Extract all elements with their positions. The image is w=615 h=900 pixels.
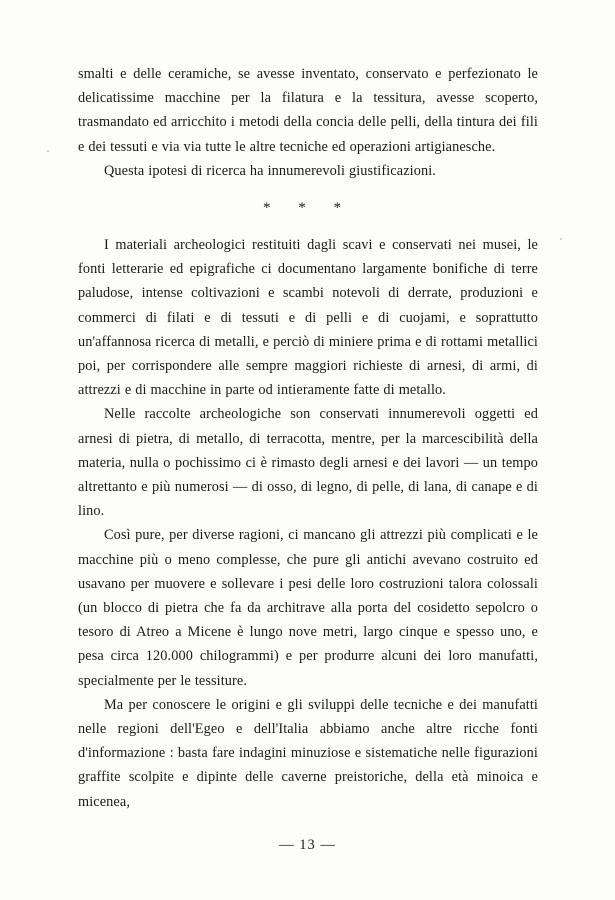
paragraph: Questa ipotesi di ricerca ha innumerevoli giustificazioni. bbox=[104, 162, 436, 179]
paragraph: Nelle raccolte archeologiche son conservati innumerevoli oggetti ed arnesi di pietra, di metallo, di terracotta, mentre, per la marcescibilità della materia, nulla o pochissimo ci è rimasto degli arnesi e dei lavori — un tempo altrettanto e più numerosi — di osso, di legno, di pelle, di lana, di canape e di lino. bbox=[78, 406, 538, 520]
section-divider: * * * bbox=[263, 200, 353, 217]
body-text-column bbox=[78, 62, 538, 814]
paragraph: Così pure, per diverse ragioni, ci mancano gli attrezzi più complicati e le macchine più o meno complesse, che pure gli antichi avevano costruito ed usavano per muovere e sollevare i pesi delle loro costruzioni talora colossali (un blocco di pietra che fa da architrave alla porta del cosidetto sepolcro o tesoro di Atreo a Micene è lungo nove metri, largo cinque e spesso uno, e pesa circa 120.000 chilogrammi) e per produrre alcuni dei loro manufatti, specialmente per le tessiture. bbox=[78, 527, 538, 689]
paragraph: smalti e delle ceramiche, se avesse inventato, conservato e perfezionato le delicatissime macchine per la filatura e la tessitura, avesse scoperto, trasmandato ed arricchito i metodi della concia delle pelli, della tintura dei fili e dei tessuti e via via tutte le altre tecniche ed operazioni artigianesche. bbox=[78, 66, 538, 155]
page-number: — 13 — bbox=[279, 837, 336, 853]
paper-speck bbox=[47, 150, 49, 152]
paragraph: Ma per conoscere le origini e gli sviluppi delle tecniche e dei manufatti nelle regioni dell'Egeo e dell'Italia abbiamo anche altre ricche fonti d'informazione : basta fare indagini minuziose e sistematiche nelle figurazioni graffite scolpite e dipinte delle caverne preistoriche, della età minoica e micenea, bbox=[78, 696, 538, 810]
paragraph: I materiali archeologici restituiti dagli scavi e conservati nei musei, le fonti letterarie ed epigrafiche ci documentano largamente bonifiche di terre paludose, intense coltivazioni e scambi notevoli di derrate, produzioni e commerci di filati e di tessuti e di pelli e di cuojami, e soprattutto un'affannosa ricerca di metalli, e perciò di miniere prima e di rottami metallici poi, per corrispondere alle sempre maggiori richieste di arnesi, di armi, di attrezzi e di macchine in parte od intieramente fatte di metallo. bbox=[78, 237, 538, 399]
paper-speck bbox=[560, 238, 562, 240]
